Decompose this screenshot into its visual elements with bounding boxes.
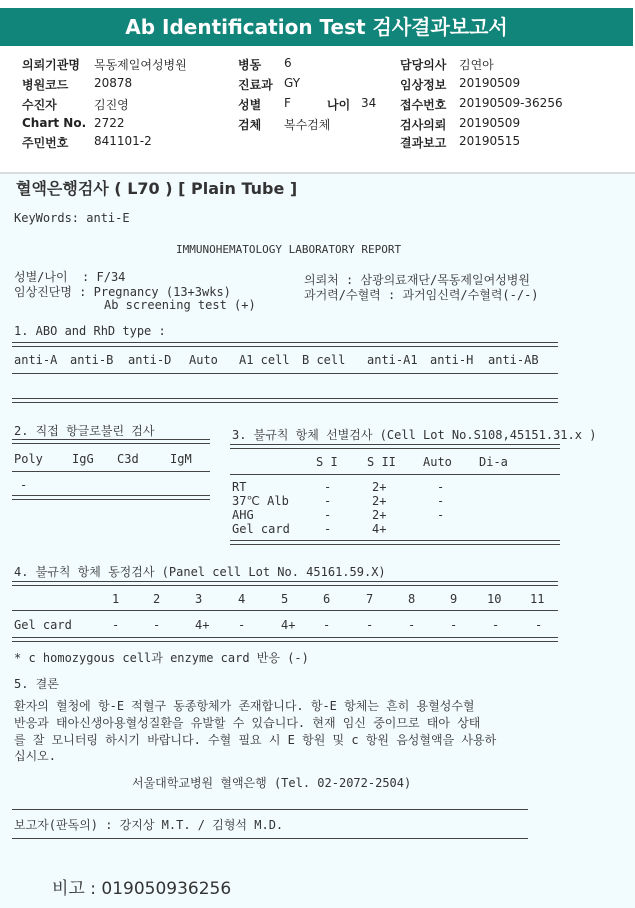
label-accession-no: 접수번호: [400, 98, 447, 112]
conclusion-line: 환자의 혈청에 항-E 적혈구 동종항체가 존재합니다. 항-E 항체는 흔히 용혈성수혈: [14, 699, 475, 713]
abo-col-anti-a: anti-A: [14, 353, 58, 367]
screen-s2-value: 2+: [372, 494, 387, 508]
screen-row-label: RT: [232, 480, 247, 494]
label-sex: 성별: [238, 98, 262, 112]
value-resident-no: 841101-2: [94, 134, 152, 148]
dat-poly-value: -: [20, 478, 28, 492]
panel-value: -: [408, 618, 416, 632]
value-hospital: 목동제일여성병원: [94, 58, 187, 72]
panel-value: -: [323, 618, 331, 632]
dat-col-c3d: C3d: [117, 452, 139, 466]
panel-value: -: [153, 618, 161, 632]
label-request-date: 검사의뢰: [400, 118, 447, 132]
label-specimen: 검체: [238, 118, 262, 132]
value-ward: 6: [284, 56, 292, 70]
history: 과거력/수혈력 : 과거임신력/수혈력(-/-): [304, 288, 539, 302]
blood-bank: 서울대학교병원 혈액은행 (Tel. 02-2072-2504): [132, 776, 412, 790]
label-age: 나이: [327, 98, 351, 112]
screen-col-auto: Auto: [423, 455, 452, 469]
rule: [230, 474, 560, 475]
rule: [12, 342, 558, 347]
abo-col-anti-h: anti-H: [430, 353, 474, 367]
panel-col: 3: [195, 592, 203, 606]
rule: [12, 610, 558, 611]
panel-value: -: [535, 618, 543, 632]
abo-col-b-cell: B cell: [302, 353, 346, 367]
value-age: 34: [361, 96, 377, 110]
lab-title: IMMUNOHEMATOLOGY LABORATORY REPORT: [176, 243, 402, 256]
section-4-title: 4. 불규칙 항체 동정검사 (Panel cell Lot No. 45161.59.X): [14, 565, 386, 579]
abo-col-anti-b: anti-B: [70, 353, 114, 367]
screening-result: Ab screening test (+): [104, 298, 256, 312]
screen-s2-value: 2+: [372, 508, 387, 522]
abo-col-anti-ab: anti-AB: [488, 353, 539, 367]
screen-col-s1: S I: [316, 455, 338, 469]
sex-age: 성별/나이 : F/34: [14, 270, 126, 284]
conclusion-line: 를 잘 모니터링 하시기 바랍니다. 수혈 필요 시 E 항원 및 c 항원 음성혈액을 사용하: [14, 733, 497, 747]
rule: [12, 439, 210, 444]
screen-s1-value: -: [324, 480, 332, 494]
dat-col-poly: Poly: [14, 452, 43, 466]
abo-col-a1-cell: A1 cell: [239, 353, 290, 367]
panel-col: 10: [487, 592, 502, 606]
value-hospital-code: 20878: [94, 76, 133, 90]
panel-value: -: [112, 618, 120, 632]
panel-col: 9: [450, 592, 458, 606]
screen-s1-value: -: [324, 508, 332, 522]
section-1-title: 1. ABO and RhD type :: [14, 324, 166, 338]
panel-value: -: [450, 618, 458, 632]
screen-row-label: AHG: [232, 508, 254, 522]
screen-s1-value: -: [324, 494, 332, 508]
value-chart-no: 2722: [94, 116, 125, 130]
section-3-title: 3. 불규칙 항체 선별검사 (Cell Lot No.S108,45151.31.x ): [232, 428, 597, 442]
value-report-date: 20190515: [459, 134, 521, 148]
panel-value: -: [366, 618, 374, 632]
label-clinical-info: 임상정보: [400, 78, 447, 92]
conclusion-line: 반응과 태아신생아용혈성질환을 유발할 수 있습니다. 현재 임신 중이므로 태아 상태: [14, 716, 481, 730]
reporter: 보고자(판독의) : 강지상 M.T. / 김형석 M.D.: [14, 818, 284, 832]
panel-col: 2: [153, 592, 161, 606]
keywords: KeyWords: anti-E: [14, 211, 130, 225]
rule: [12, 398, 558, 403]
panel-col: 1: [112, 592, 120, 606]
value-request-date: 20190509: [459, 116, 521, 130]
remarks-note: 비고 : 019050936256: [52, 879, 232, 899]
conclusion-line: 십시오.: [14, 749, 57, 763]
abo-col-auto: Auto: [189, 353, 218, 367]
value-patient: 김진영: [94, 98, 129, 112]
value-department: GY: [284, 76, 301, 90]
section-2-title: 2. 직접 항글로불린 검사: [14, 424, 155, 438]
requester: 의뢰처 : 삼광의료재단/목동제일여성병원: [304, 273, 530, 287]
value-specimen: 복수검체: [284, 118, 331, 132]
rule: [12, 637, 558, 642]
panel-value: -: [492, 618, 500, 632]
label-patient: 수진자: [22, 98, 57, 112]
section-5-title: 5. 결론: [14, 677, 59, 691]
panel-value: 4+: [195, 618, 210, 632]
label-report-date: 결과보고: [400, 136, 447, 150]
rule: [12, 495, 210, 500]
dat-col-igm: IgM: [170, 452, 192, 466]
label-department: 진료과: [238, 78, 273, 92]
rule: [12, 373, 558, 374]
label-doctor: 담당의사: [400, 58, 447, 72]
screen-s1-value: -: [324, 522, 332, 536]
value-doctor: 김연아: [459, 58, 494, 72]
label-resident-no: 주민번호: [22, 136, 69, 150]
label-chart-no: Chart No.: [22, 116, 87, 130]
screen-s2-value: 2+: [372, 480, 387, 494]
rule: [12, 471, 210, 472]
screen-s2-value: 4+: [372, 522, 387, 536]
panel-row-label: Gel card: [14, 618, 72, 632]
clinical-diagnosis: 임상진단명 : Pregnancy (13+3wks): [14, 285, 231, 299]
rule: [12, 838, 528, 839]
value-accession-no: 20190509-36256: [459, 96, 563, 110]
panel-col: 6: [323, 592, 331, 606]
screen-auto-value: -: [437, 494, 445, 508]
rule: [12, 809, 528, 810]
report-title: 혈액은행검사 ( L70 ) [ Plain Tube ]: [16, 179, 298, 198]
label-hospital: 의뢰기관명: [22, 58, 80, 72]
label-hospital-code: 병원코드: [22, 78, 69, 92]
rule: [12, 581, 558, 586]
screen-col-s2: S II: [367, 455, 396, 469]
panel-col: 4: [238, 592, 246, 606]
screen-row-label: Gel card: [232, 522, 290, 536]
screen-auto-value: -: [437, 508, 445, 522]
dat-col-igg: IgG: [72, 452, 94, 466]
screen-auto-value: -: [437, 480, 445, 494]
label-ward: 병동: [238, 58, 262, 72]
panel-col: 8: [408, 592, 416, 606]
report-banner: Ab Identification Test 검사결과보고서: [0, 8, 633, 46]
screen-col-dia: Di-a: [479, 455, 508, 469]
panel-note: * c homozygous cell과 enzyme card 반응 (-): [14, 651, 309, 665]
panel-col: 7: [366, 592, 374, 606]
rule: [230, 540, 560, 545]
panel-value: -: [238, 618, 246, 632]
panel-value: 4+: [281, 618, 296, 632]
value-sex: F: [284, 96, 291, 110]
panel-col: 5: [281, 592, 289, 606]
abo-col-anti-d: anti-D: [128, 353, 172, 367]
abo-col-anti-a1: anti-A1: [367, 353, 418, 367]
panel-col: 11: [530, 592, 545, 606]
value-clinical-info: 20190509: [459, 76, 521, 90]
rule: [230, 444, 560, 449]
screen-row-label: 37℃ Alb: [232, 494, 289, 508]
